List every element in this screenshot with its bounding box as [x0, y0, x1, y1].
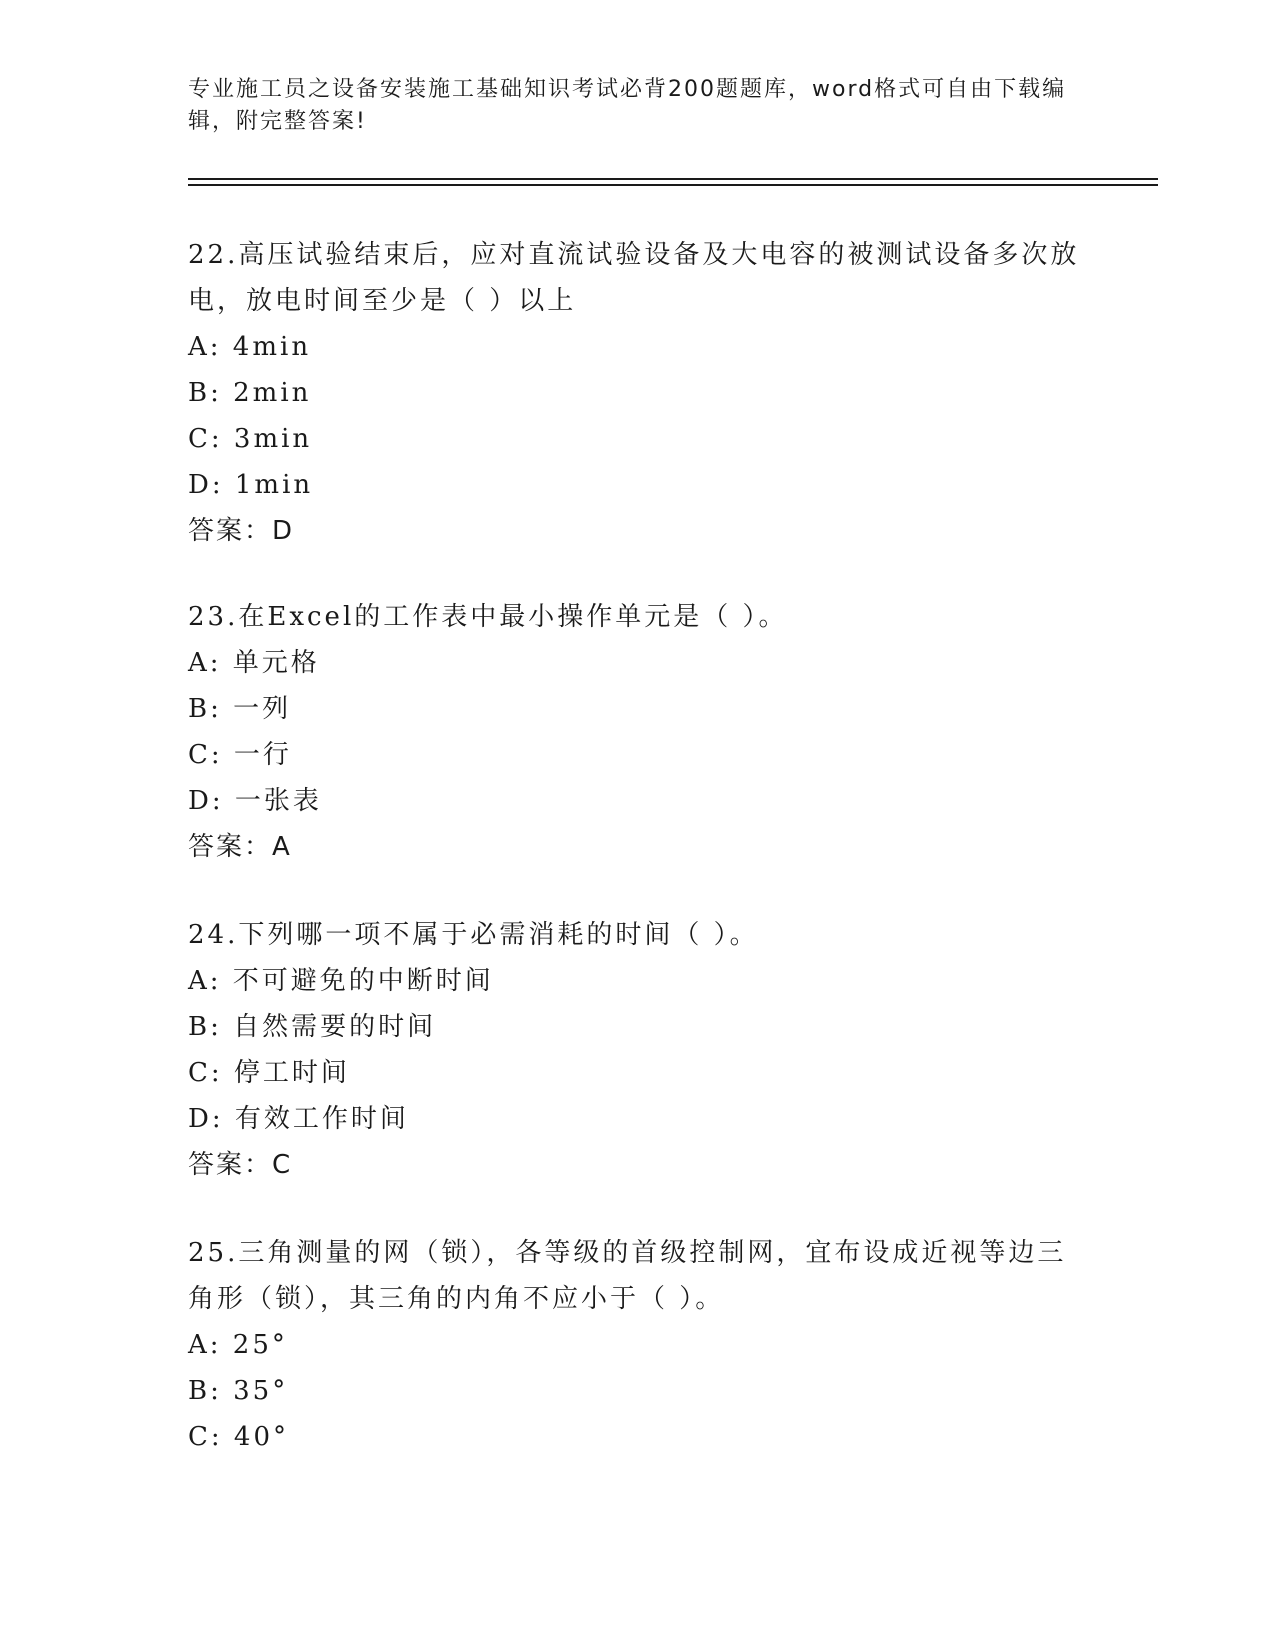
- header-divider-top: [188, 178, 1158, 180]
- option-b: B: 35°: [188, 1376, 289, 1406]
- question-22: [188, 232, 1088, 554]
- question-text: 25.三角测量的网（锁），各等级的首级控制网，宜布设成近视等边三角形（锁），其三角的内角不应小于（ ）。: [188, 1238, 1067, 1314]
- option-a: A: 4min: [188, 332, 312, 362]
- question-25: [188, 1230, 1088, 1460]
- option-a: A: 单元格: [188, 648, 320, 678]
- question-23: [188, 594, 1088, 870]
- option-c: C: 停工时间: [188, 1058, 350, 1088]
- question-text: 24.下列哪一项不属于必需消耗的时间（ ）。: [188, 920, 759, 950]
- question-24: [188, 912, 1088, 1188]
- option-c: C: 3min: [188, 424, 313, 454]
- question-text: 23.在Excel的工作表中最小操作单元是（ ）。: [188, 602, 788, 632]
- option-d: D: 有效工作时间: [188, 1104, 409, 1134]
- option-d: D: 一张表: [188, 786, 322, 816]
- option-d: D: 1min: [188, 470, 314, 500]
- option-b: B: 2min: [188, 378, 312, 408]
- option-b: B: 一列: [188, 694, 292, 724]
- question-text: 22.高压试验结束后，应对直流试验设备及大电容的被测试设备多次放电，放电时间至少是（ ）以上: [188, 240, 1080, 316]
- answer-label: 答案：D: [188, 516, 295, 546]
- answer-label: 答案：C: [188, 1150, 293, 1180]
- option-a: A: 25°: [188, 1330, 288, 1360]
- option-b: B: 自然需要的时间: [188, 1012, 437, 1042]
- answer-label: 答案：A: [188, 832, 292, 862]
- option-a: A: 不可避免的中断时间: [188, 966, 494, 996]
- document-header: [188, 74, 1088, 138]
- option-c: C: 一行: [188, 740, 292, 770]
- option-c: C: 40°: [188, 1422, 290, 1452]
- header-divider-bottom: [188, 184, 1158, 186]
- header-title: 专业施工员之设备安装施工基础知识考试必背200题题库，word格式可自由下载编辑，附完整答案!: [188, 77, 1067, 134]
